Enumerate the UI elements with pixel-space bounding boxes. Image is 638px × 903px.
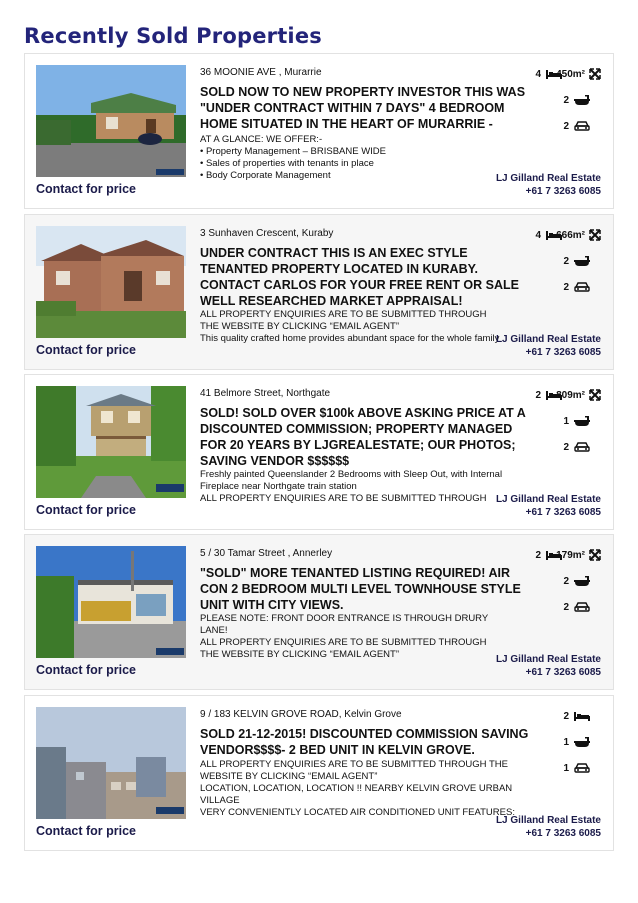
bathtub-icon <box>573 415 591 427</box>
listing-card[interactable] <box>24 53 614 209</box>
property-features <box>511 227 601 307</box>
description-line: AT A GLANCE: WE OFFER:- <box>200 134 323 145</box>
parking-feature <box>563 281 591 293</box>
listing-headline[interactable]: SOLD 21-12-2015! DISCOUNTED COMMISSION SAVING VENDOR$$$$- 2 BED UNIT IN KELVIN GROVE. <box>200 727 529 757</box>
land-area-feature <box>556 549 601 561</box>
car-icon <box>573 441 591 453</box>
bedrooms-count: 2 <box>535 389 541 401</box>
listing-card[interactable] <box>24 695 614 851</box>
agent-info <box>496 172 601 198</box>
listing-address[interactable]: 36 MOONIE AVE , Murarrie <box>200 67 322 78</box>
bathrooms-count: 2 <box>563 255 569 267</box>
listing-address[interactable]: 41 Belmore Street, Northgate <box>200 388 331 399</box>
description-line: VERY CONVENIENTLY LOCATED AIR CONDITIONED UNIT FEATURES: <box>200 807 515 818</box>
description-line: THE WEBSITE BY CLICKING “EMAIL AGENT” <box>200 321 400 332</box>
bathtub-icon <box>573 736 591 748</box>
land-area-value: 666m² <box>556 229 585 241</box>
price-label: Contact for price <box>36 663 137 677</box>
land-area-value: 450m² <box>556 68 585 80</box>
listing-headline[interactable]: SOLD! SOLD OVER $100k ABOVE ASKING PRICE AT A DISCOUNTED COMMISSION; PROPERTY MANAGED FOR 20 YEARS BY LJGREALESTATE; OUR PHOTOS; SAVING VENDOR $$$$$$ <box>200 406 526 468</box>
description-line: Freshly painted Queenslander 2 Bedrooms with Sleep Out, with Internal <box>200 469 503 480</box>
land-area-feature <box>556 389 601 401</box>
description-line: PLEASE NOTE: FRONT DOOR ENTRANCE IS THROUGH DRURY <box>200 613 489 624</box>
parking-feature <box>563 441 591 453</box>
listing-headline[interactable]: SOLD NOW TO NEW PROPERTY INVESTOR THIS WAS "UNDER CONTRACT WITHIN 7 DAYS" 4 BEDROOM HOME SITUATED IN THE HEART OF MURARRIE - <box>200 85 526 131</box>
expand-arrows-icon <box>589 389 601 401</box>
description-line: ALL PROPERTY ENQUIRIES ARE TO BE SUBMITTED THROUGH THE <box>200 759 508 770</box>
parking-count: 2 <box>563 120 569 132</box>
bathrooms-count: 2 <box>563 94 569 106</box>
property-photo[interactable] <box>36 546 186 658</box>
listing-headline[interactable]: "SOLD" MORE TENANTED LISTING REQUIRED! AIR CON 2 BEDROOM MULTI LEVEL TOWNHOUSE STYLE UNIT WITH CITY VIEWS. <box>200 566 521 612</box>
agent-info <box>496 333 601 359</box>
agent-info <box>496 653 601 679</box>
description-line: • Body Corporate Management <box>200 170 331 181</box>
description-line: Fireplace near Northgate train station <box>200 481 357 492</box>
description-line: LANE! <box>200 625 228 636</box>
agent-info <box>496 814 601 840</box>
description-line: ALL PROPERTY ENQUIRIES ARE TO BE SUBMITTED THROUGH <box>200 309 487 320</box>
agent-phone[interactable]: +61 7 3263 6085 <box>525 507 601 518</box>
bathrooms-feature <box>563 94 591 106</box>
agent-name[interactable]: LJ Gilland Real Estate <box>495 334 601 345</box>
bedrooms-count: 2 <box>535 549 541 561</box>
car-icon <box>573 281 591 293</box>
agent-phone[interactable]: +61 7 3263 6085 <box>525 186 601 197</box>
description-line: ALL PROPERTY ENQUIRIES ARE TO BE SUBMITTED THROUGH <box>200 637 487 648</box>
bathrooms-feature <box>563 415 591 427</box>
bathtub-icon <box>573 94 591 106</box>
description-line: • Property Management – BRISBANE WIDE <box>200 146 387 157</box>
parking-feature <box>563 120 591 132</box>
description-line: WEBSITE BY CLICKING “EMAIL AGENT” <box>200 771 378 782</box>
bed-icon <box>573 710 591 722</box>
expand-arrows-icon <box>589 229 601 241</box>
agent-name[interactable]: LJ Gilland Real Estate <box>495 654 601 665</box>
bathtub-icon <box>573 575 591 587</box>
page-title: Recently Sold Properties <box>24 24 322 48</box>
property-features <box>511 387 601 467</box>
property-photo[interactable] <box>36 65 186 177</box>
bathrooms-feature <box>563 575 591 587</box>
parking-count: 2 <box>563 441 569 453</box>
property-photo[interactable] <box>36 386 186 498</box>
agent-info <box>496 493 601 519</box>
listing-address[interactable]: 3 Sunhaven Crescent, Kuraby <box>200 228 334 239</box>
price-label: Contact for price <box>36 343 137 357</box>
agent-name[interactable]: LJ Gilland Real Estate <box>495 494 601 505</box>
property-photo[interactable] <box>36 226 186 338</box>
description-line: LOCATION, LOCATION, LOCATION !! NEARBY KELVIN GROVE URBAN <box>200 783 513 794</box>
property-features <box>511 547 601 627</box>
description-line: THE WEBSITE BY CLICKING “EMAIL AGENT” <box>200 649 400 660</box>
property-features <box>511 708 601 788</box>
bathrooms-count: 2 <box>563 575 569 587</box>
description-line: ALL PROPERTY ENQUIRIES ARE TO BE SUBMITTED THROUGH <box>200 493 487 504</box>
bathrooms-count: 1 <box>563 415 569 427</box>
land-area-value: 809m² <box>556 389 585 401</box>
bedrooms-feature <box>563 710 591 722</box>
price-label: Contact for price <box>36 182 137 196</box>
bedrooms-count: 4 <box>535 229 541 241</box>
price-label: Contact for price <box>36 503 137 517</box>
parking-count: 2 <box>563 281 569 293</box>
bathrooms-feature <box>563 736 591 748</box>
parking-feature <box>563 601 591 613</box>
expand-arrows-icon <box>589 68 601 80</box>
listing-card[interactable] <box>24 214 614 370</box>
bathtub-icon <box>573 255 591 267</box>
price-label: Contact for price <box>36 824 137 838</box>
bathrooms-feature <box>563 255 591 267</box>
description-line: • Sales of properties with tenants in place <box>200 158 374 169</box>
agent-name[interactable]: LJ Gilland Real Estate <box>495 173 601 184</box>
listing-address[interactable]: 5 / 30 Tamar Street , Annerley <box>200 548 333 559</box>
parking-count: 2 <box>563 601 569 613</box>
description-line: This quality crafted home provides abundant space for the whole family <box>200 333 500 344</box>
description-line: VILLAGE <box>200 795 240 806</box>
bedrooms-count: 2 <box>563 710 569 722</box>
property-photo[interactable] <box>36 707 186 819</box>
listing-card[interactable] <box>24 534 614 690</box>
land-area-value: 179m² <box>556 549 585 561</box>
car-icon <box>573 120 591 132</box>
agent-phone[interactable]: +61 7 3263 6085 <box>525 828 601 839</box>
property-features <box>511 66 601 146</box>
listing-headline[interactable]: UNDER CONTRACT THIS IS AN EXEC STYLE TENANTED PROPERTY LOCATED IN KURABY. CONTACT CARLOS FOR YOUR FREE RENT OR SALE WELL RESEARCHED MARKET APPRAISAL! <box>200 246 519 308</box>
land-area-feature <box>556 68 601 80</box>
expand-arrows-icon <box>589 549 601 561</box>
land-area-feature <box>556 229 601 241</box>
parking-count: 1 <box>563 762 569 774</box>
listing-card[interactable] <box>24 374 614 530</box>
agent-phone[interactable]: +61 7 3263 6085 <box>525 667 601 678</box>
car-icon <box>573 762 591 774</box>
car-icon <box>573 601 591 613</box>
listing-address[interactable]: 9 / 183 KELVIN GROVE ROAD, Kelvin Grove <box>200 709 402 720</box>
parking-feature <box>563 762 591 774</box>
bedrooms-count: 4 <box>535 68 541 80</box>
bathrooms-count: 1 <box>563 736 569 748</box>
agent-name[interactable]: LJ Gilland Real Estate <box>495 815 601 826</box>
agent-phone[interactable]: +61 7 3263 6085 <box>525 347 601 358</box>
